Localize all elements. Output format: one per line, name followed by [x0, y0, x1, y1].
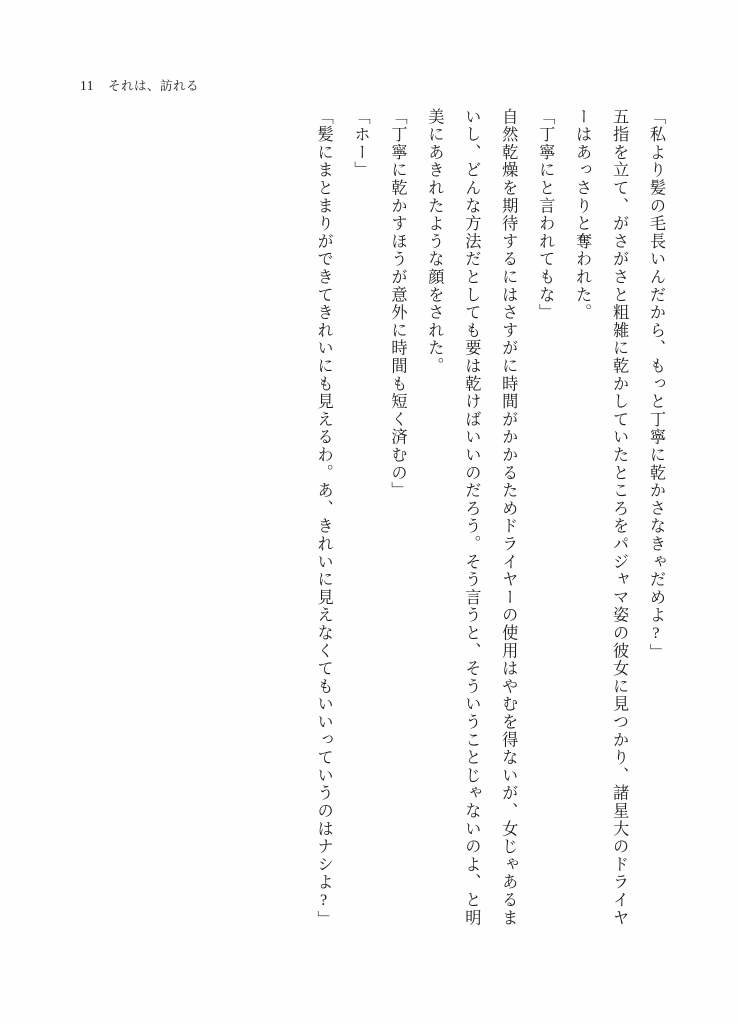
vertical-text-body [64, 108, 674, 938]
page-header [80, 76, 199, 94]
paragraph: 自然乾燥を期待するにはさすがに時間がかかるためドライヤーの使用はやむを得ないが、女じゃあるまいし、どんな方法だとしても要は乾けばいいのだろう。そう言うと、そういうことじゃないのよ、と明美にあきれたような顔をされた。 [425, 108, 518, 927]
running-title: それは、訪れる [108, 79, 200, 93]
paragraph: 「丁寧に乾かすほうが意外に時間も短く済むの」 [388, 108, 407, 500]
paragraph: 「丁寧にと言われてもな」 [536, 108, 555, 322]
paragraph: 「私より髪の毛長いんだから、もっと丁寧に乾かさなきゃだめよ?」 [647, 108, 665, 662]
paragraph: 「髪にまとまりができてきれいにも見えるわ。あ、きれいに見えなくてもいいっていうのはナシよ?」 [314, 108, 333, 929]
paragraph: 「ホー」 [351, 108, 370, 180]
paragraph: 五指を立て、がさがさと粗雑に乾かしていたところをパジャマ姿の彼女に見つかり、諸星大のドライヤーはあっさりと奪われた。 [573, 108, 629, 927]
page-number: 11 [80, 78, 94, 93]
